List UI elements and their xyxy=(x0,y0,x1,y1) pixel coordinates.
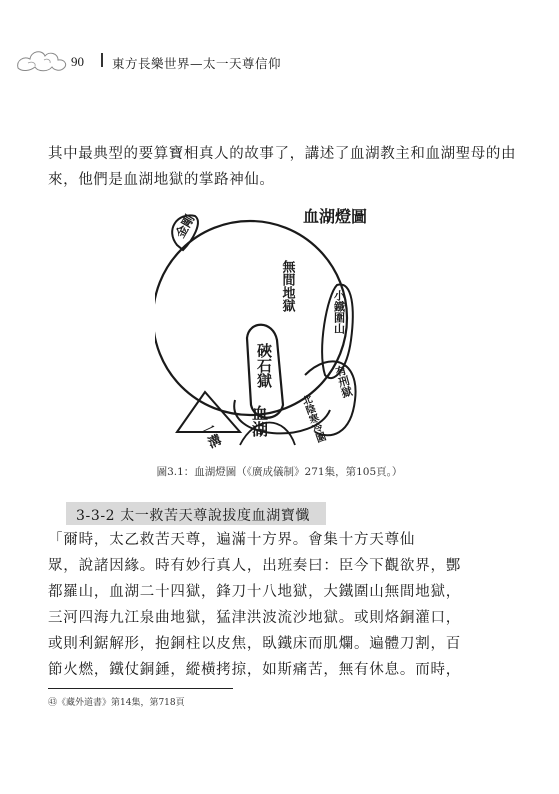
blood-lake-lamp-diagram xyxy=(155,200,370,455)
intro-paragraph: 其中最典型的要算寶相真人的故事了，講述了血湖教主和血湖聖母的由來，他們是血湖地獄的掌路神仙。 xyxy=(48,146,517,188)
fig-label-right-upper: 小鐵圍山 xyxy=(332,290,346,334)
body-line: 都羅山，血湖二十四獄，鋒刀十八地獄，大鐵圍山無間地獄， xyxy=(48,584,462,600)
running-title: 東方長樂世界—太一天尊信仰 xyxy=(112,56,282,71)
body-line: 「爾時，太乙救苦天尊，遍滿十方界。會集十方天尊仙 xyxy=(48,532,416,548)
footnote: ㊸《藏外道書》第14集，第718頁 xyxy=(48,698,185,708)
fig-label-bottom-center: 血湖 xyxy=(249,405,269,437)
body-line: 或則利鋸解形，抱銅柱以皮焦，臥鐵床而肌爛。遍體刀割，百 xyxy=(48,636,462,652)
fig-label-left-bottom: 一溝 xyxy=(197,420,223,451)
fig-label-top-right: 血湖燈圖 xyxy=(303,207,368,226)
page-number: 90 xyxy=(71,54,84,69)
fig-label-center: 無間地獄 xyxy=(279,260,295,312)
body-line: 三河四海九江泉曲地獄，猛津洪波流沙地獄。或則烙銅灌口， xyxy=(48,610,462,626)
fig-label-center-lower: 硤石獄 xyxy=(255,343,273,388)
figure-caption: 圖3.1：血湖燈圖（《廣成儀制》271集，第105頁。） xyxy=(156,466,403,478)
header-divider xyxy=(101,53,103,67)
fig-label-bottom-right: 北陰寒冷圍 xyxy=(298,393,326,445)
cloud-ornament-icon xyxy=(14,46,70,76)
fig-label-right-lower: 有刑獄 xyxy=(332,363,354,400)
body-line: 眾，說諸因緣。時有妙行真人，出班奏曰：臣今下觀欲界，酆 xyxy=(48,558,462,574)
fig-label-top-left: 金剛 xyxy=(173,212,198,241)
footnote-rule xyxy=(48,688,233,689)
body-line: 節火燃，鐵仗銅錘，縱橫拷掠，如斯痛苦，無有休息。而時， xyxy=(48,662,462,678)
section-title: 3-3-2 太一救苦天尊說拔度血湖寶懺 xyxy=(76,508,311,524)
